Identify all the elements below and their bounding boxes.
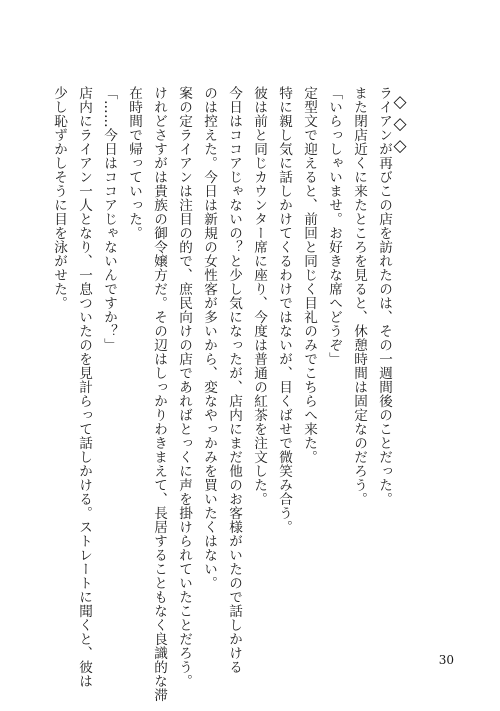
text-line-1: ライアンが再びこの店を訪れたのは、その一週間後のことだった。 [376,86,392,506]
text-line-8: のは控えた。今日は新規の女性客が多いから、変なやっかみを買いたくはない。 [201,86,217,590]
text-line-2: また閉店近くに来たところを見ると、休憩時間は固定なのだろう。 [351,86,367,506]
text-line-10: けれどさすがは貴族の御令嬢方だ。その辺はしっかりわきまえて、長居することもなく良識的な滞 [151,86,167,702]
text-line-4: 定型文で迎えると、前回と同じく目礼のみでこちらへ来た。 [301,86,317,464]
text-line-5: 特に親し気に話しかけてくるわけではないが、目くばせで微笑み合う。 [276,86,292,534]
text-line-13: 店内にライアン一人となり、一息ついたのを見計らって話しかける。ストレートに聞くと、彼は [76,86,92,688]
text-line-11: 在時間で帰っていった。 [126,86,142,240]
text-line-9: 案の定ライアンは注目の的で、庶民向けの店であればとっくに声を掛けられていたことだろう。 [176,86,192,688]
text-line-14: 少し恥ずかしそうに目を泳がせた。 [51,86,67,310]
text-line-6: 彼は前と同じカウンター席に座り、今度は普通の紅茶を注文した。 [251,86,267,506]
vertical-text-body [46,86,422,702]
text-line-3: 「いらっしゃいませ。お好きな席へどうぞ」 [326,86,342,366]
text-line-12: 「……今日はココアじゃないんですか？」 [101,86,117,352]
section-divider: ◇◇◇ [390,92,410,158]
page-number: 30 [438,653,454,667]
text-line-7: 今日はココアじゃないの？と少し気になったが、店内にまだ他のお客様がいたので話しかける [226,86,242,674]
